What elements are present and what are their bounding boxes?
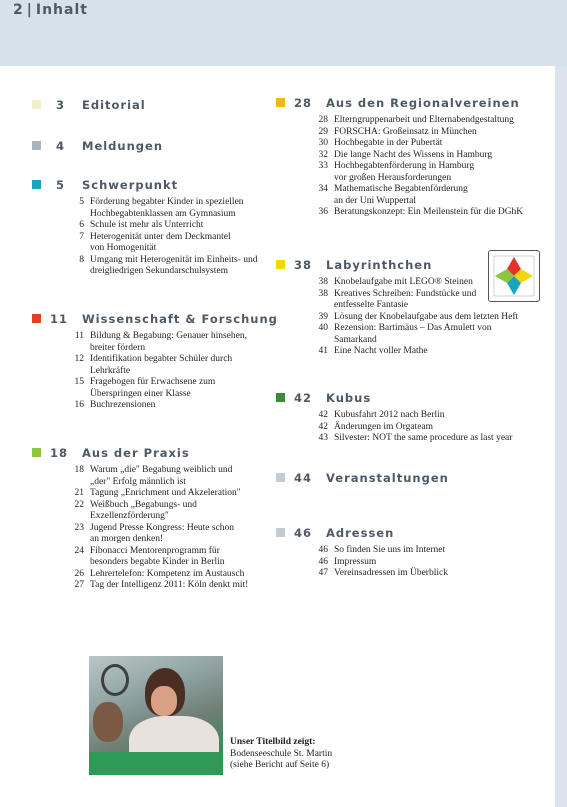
entry-text-line: Rezension: Bartimäus – Das Amulett von xyxy=(334,323,492,333)
entry-text-line: Lösung der Knobelaufgabe aus dem letzten Heft xyxy=(334,311,519,322)
section-title: Aus der Praxis xyxy=(82,446,190,460)
entry-page-number: 6 xyxy=(79,220,84,230)
section-title: Wissenschaft & Forschung xyxy=(82,312,278,326)
entry-list xyxy=(32,465,248,592)
entry-text-line: So finden Sie uns im Internet xyxy=(334,545,446,555)
entry-text-line: Identifikation begabter Schüler durch xyxy=(90,354,233,364)
entry-page-number: 22 xyxy=(74,499,84,510)
entry-page-number: 38 xyxy=(318,288,328,299)
entry-page-number: 15 xyxy=(74,377,84,387)
section-page-number: 18 xyxy=(50,446,69,460)
toc-entry xyxy=(276,207,523,219)
section-page-number: 11 xyxy=(50,312,69,326)
toc-entry xyxy=(276,161,523,184)
entry-text-line: Umgang mit Heterogenität im Einheits- und xyxy=(90,254,258,265)
section-heading xyxy=(32,178,258,194)
page-header: 2 | Inhalt xyxy=(13,2,88,18)
toc-entry xyxy=(32,255,258,278)
entry-text-line: Samarkand xyxy=(334,334,377,345)
entry-page-number: 12 xyxy=(74,354,84,364)
entry-page-number: 46 xyxy=(318,545,328,555)
entry-text-line: Änderungen im Orgateam xyxy=(334,421,434,432)
section-wissenschaft xyxy=(32,312,278,412)
entry-text-line: Förderung begabter Kinder in speziellen xyxy=(90,197,244,207)
section-title: Veranstaltungen xyxy=(326,471,449,485)
entry-list xyxy=(276,115,523,219)
entry-text-line: Knobelaufgabe mit LEGO® Steinen xyxy=(334,277,473,287)
entry-text-line: entfesselte Fantasie xyxy=(334,300,409,310)
entry-text-line: Eine Nacht voller Mathe xyxy=(334,346,428,356)
section-color-marker xyxy=(276,98,285,107)
entry-page-number: 29 xyxy=(318,126,328,137)
entry-page-number: 30 xyxy=(318,138,328,148)
entry-text-line: von Homogenität xyxy=(90,243,157,253)
section-color-marker xyxy=(32,100,41,109)
toc-entry xyxy=(276,545,448,557)
section-heading xyxy=(276,96,523,112)
caption-line-2: (siehe Bericht auf Seite 6) xyxy=(230,760,330,770)
entry-text-line: Warum „die" Begabung weiblich und xyxy=(90,465,233,475)
toc-entry xyxy=(276,127,523,139)
section-page-number: 38 xyxy=(294,258,313,272)
toc-entry xyxy=(32,546,248,569)
section-page-number: 42 xyxy=(294,391,313,405)
toc-entry xyxy=(32,331,247,354)
toc-entry xyxy=(32,377,247,400)
toc-entry xyxy=(276,277,518,289)
section-heading xyxy=(276,391,512,407)
entry-text-line: Silvester: NOT the same procedure as last year xyxy=(334,433,513,443)
caption-title: Unser Titelbild zeigt: xyxy=(230,737,316,747)
toc-entry xyxy=(276,289,518,312)
entry-page-number: 39 xyxy=(318,311,328,322)
entry-text-line: besonders begabte Kinder in Berlin xyxy=(90,557,225,567)
entry-text-line: Bildung & Begabung: Genauer hinsehen, xyxy=(90,331,247,341)
entry-page-number: 42 xyxy=(318,421,328,432)
entry-page-number: 24 xyxy=(74,545,84,556)
toc-entry xyxy=(276,346,518,358)
section-praxis xyxy=(32,446,248,592)
section-labyrinth xyxy=(276,258,518,358)
toc-entry xyxy=(276,150,523,162)
section-schwerpunkt xyxy=(32,178,258,278)
caption-line-1: Bodenseeschule St. Martin xyxy=(230,748,333,759)
entry-text-line: Kreatives Schreiben: Fundstücke und xyxy=(334,288,477,299)
entry-text-line: Hochbegabtenklassen am Gymnasium xyxy=(90,208,236,219)
section-title: Schwerpunkt xyxy=(82,178,179,192)
section-color-marker xyxy=(32,314,41,323)
toc-entry xyxy=(32,220,258,232)
toc-entry xyxy=(32,523,248,546)
toc-entry xyxy=(276,184,523,207)
section-heading xyxy=(32,312,278,328)
section-heading xyxy=(276,258,518,274)
entry-text-line: Fibonacci Mentorenprogramm für xyxy=(90,545,220,556)
entry-text-line: FORSCHA: Großeinsatz in München xyxy=(334,126,477,137)
toc-entry xyxy=(276,422,512,434)
entry-text-line: Hochbegabte in der Pubertät xyxy=(334,138,443,148)
entry-text-line: Lehrkräfte xyxy=(90,365,131,376)
entry-text-line: dreigliedrigen Sekundarschulsystem xyxy=(90,266,228,276)
section-page-number: 3 xyxy=(56,98,66,112)
entry-page-number: 27 xyxy=(74,580,84,590)
entry-list xyxy=(276,277,518,358)
entry-text-line: breiter fördern xyxy=(90,342,146,353)
section-title: Kubus xyxy=(326,391,372,405)
entry-page-number: 18 xyxy=(74,465,84,475)
entry-page-number: 43 xyxy=(318,433,328,443)
section-page-number: 44 xyxy=(294,471,313,485)
section-title: Labyrinthchen xyxy=(326,258,433,272)
entry-page-number: 28 xyxy=(318,115,328,125)
lego-puzzle-icon xyxy=(488,250,540,302)
toc-entry xyxy=(276,115,523,127)
section-color-marker xyxy=(32,141,41,150)
toc-entry xyxy=(32,465,248,488)
entry-text-line: Exzellenzförderung" xyxy=(90,511,169,521)
section-color-marker xyxy=(276,528,285,537)
entry-page-number: 40 xyxy=(318,323,328,333)
entry-text-line: „der" Erfolg männlich ist xyxy=(90,476,186,487)
toc-entry xyxy=(32,197,258,220)
section-color-marker xyxy=(276,473,285,482)
entry-text-line: Weißbuch „Begabungs- und xyxy=(90,499,197,510)
entry-text-line: an der Uni Wuppertal xyxy=(334,195,417,206)
toc-entry xyxy=(276,410,512,422)
section-color-marker xyxy=(32,448,41,457)
toc-entry xyxy=(276,557,448,569)
cover-photo xyxy=(89,656,223,775)
entry-page-number: 42 xyxy=(318,410,328,420)
entry-text-line: Beratungskonzept: Ein Meilenstein für die DGhK xyxy=(334,207,524,217)
section-color-marker xyxy=(32,180,41,189)
entry-page-number: 11 xyxy=(74,331,84,341)
section-page-number: 5 xyxy=(56,178,66,192)
entry-text-line: Vereinsadressen im Überblick xyxy=(334,568,448,578)
entry-page-number: 23 xyxy=(74,522,84,533)
entry-list xyxy=(32,331,247,412)
entry-list xyxy=(276,410,512,445)
section-title: Meldungen xyxy=(82,139,164,153)
right-edge-band xyxy=(555,66,567,807)
entry-page-number: 8 xyxy=(79,254,84,265)
section-regional xyxy=(276,96,523,219)
entry-list xyxy=(276,545,448,580)
entry-text-line: Lehrertelefon: Kompetenz im Austausch xyxy=(90,568,245,579)
entry-page-number: 32 xyxy=(318,149,328,160)
entry-text-line: Impressum xyxy=(334,556,377,567)
section-page-number: 46 xyxy=(294,526,313,540)
entry-page-number: 41 xyxy=(318,346,328,356)
entry-text-line: Buchrezensionen xyxy=(90,400,156,410)
section-title: Aus den Regionalvereinen xyxy=(326,96,520,110)
section-page-number: 28 xyxy=(294,96,313,110)
entry-text-line: Überspringen einer Klasse xyxy=(90,388,191,399)
section-title: Adressen xyxy=(326,526,395,540)
entry-text-line: Schule ist mehr als Unterricht xyxy=(90,220,204,230)
toc-entry xyxy=(276,433,512,445)
toc-entry xyxy=(32,232,258,255)
section-color-marker xyxy=(276,393,285,402)
toc-entry xyxy=(32,400,247,412)
section-title: Editorial xyxy=(82,98,146,112)
entry-list xyxy=(32,197,258,278)
entry-text-line: Jugend Presse Kongress: Heute schon xyxy=(90,522,235,533)
entry-page-number: 46 xyxy=(318,556,328,567)
toc-entry xyxy=(32,354,247,377)
entry-text-line: an morgen denken! xyxy=(90,534,164,544)
entry-page-number: 38 xyxy=(318,277,328,287)
section-kubus xyxy=(276,391,512,445)
page-number: 2 xyxy=(13,2,24,18)
entry-page-number: 34 xyxy=(318,184,328,194)
entry-text-line: Die lange Nacht des Wissens in Hamburg xyxy=(334,149,493,160)
toc-entry xyxy=(276,568,448,580)
entry-page-number: 33 xyxy=(318,161,328,171)
toc-entry xyxy=(32,500,248,523)
section-page-number: 4 xyxy=(56,139,66,153)
toc-entry xyxy=(32,488,248,500)
entry-text-line: Kubusfahrt 2012 nach Berlin xyxy=(334,410,445,420)
section-adressen xyxy=(276,526,448,580)
photo-caption xyxy=(230,737,332,772)
entry-text-line: Hochbegabtenförderung in Hamburg xyxy=(334,161,475,171)
section-heading xyxy=(276,526,448,542)
toc-entry xyxy=(276,323,518,346)
section-heading xyxy=(32,446,248,462)
page-title: Inhalt xyxy=(35,2,88,18)
entry-text-line: Tag der Intelligenz 2011: Köln denkt mit! xyxy=(90,580,249,590)
entry-page-number: 5 xyxy=(79,197,84,207)
entry-text-line: Tagung „Enrichment und Akzeleration" xyxy=(90,488,241,498)
toc-entry xyxy=(32,580,248,592)
entry-page-number: 21 xyxy=(74,488,84,498)
entry-text-line: Heterogenität unter dem Deckmantel xyxy=(90,231,231,242)
entry-page-number: 47 xyxy=(318,568,328,578)
toc-entry xyxy=(276,138,523,150)
section-color-marker xyxy=(276,260,285,269)
entry-text-line: Fragebogen für Erwachsene zum xyxy=(90,377,216,387)
entry-text-line: vor großen Herausforderungen xyxy=(334,172,452,183)
toc-entry xyxy=(276,312,518,324)
entry-text-line: Elterngruppenarbeit und Elternabendgestaltung xyxy=(334,115,514,125)
toc-entry xyxy=(32,569,248,581)
entry-text-line: Mathematische Begabtenförderung xyxy=(334,184,468,194)
entry-page-number: 36 xyxy=(318,207,328,217)
entry-page-number: 16 xyxy=(74,400,84,410)
entry-page-number: 7 xyxy=(79,231,84,242)
entry-page-number: 26 xyxy=(74,568,84,579)
